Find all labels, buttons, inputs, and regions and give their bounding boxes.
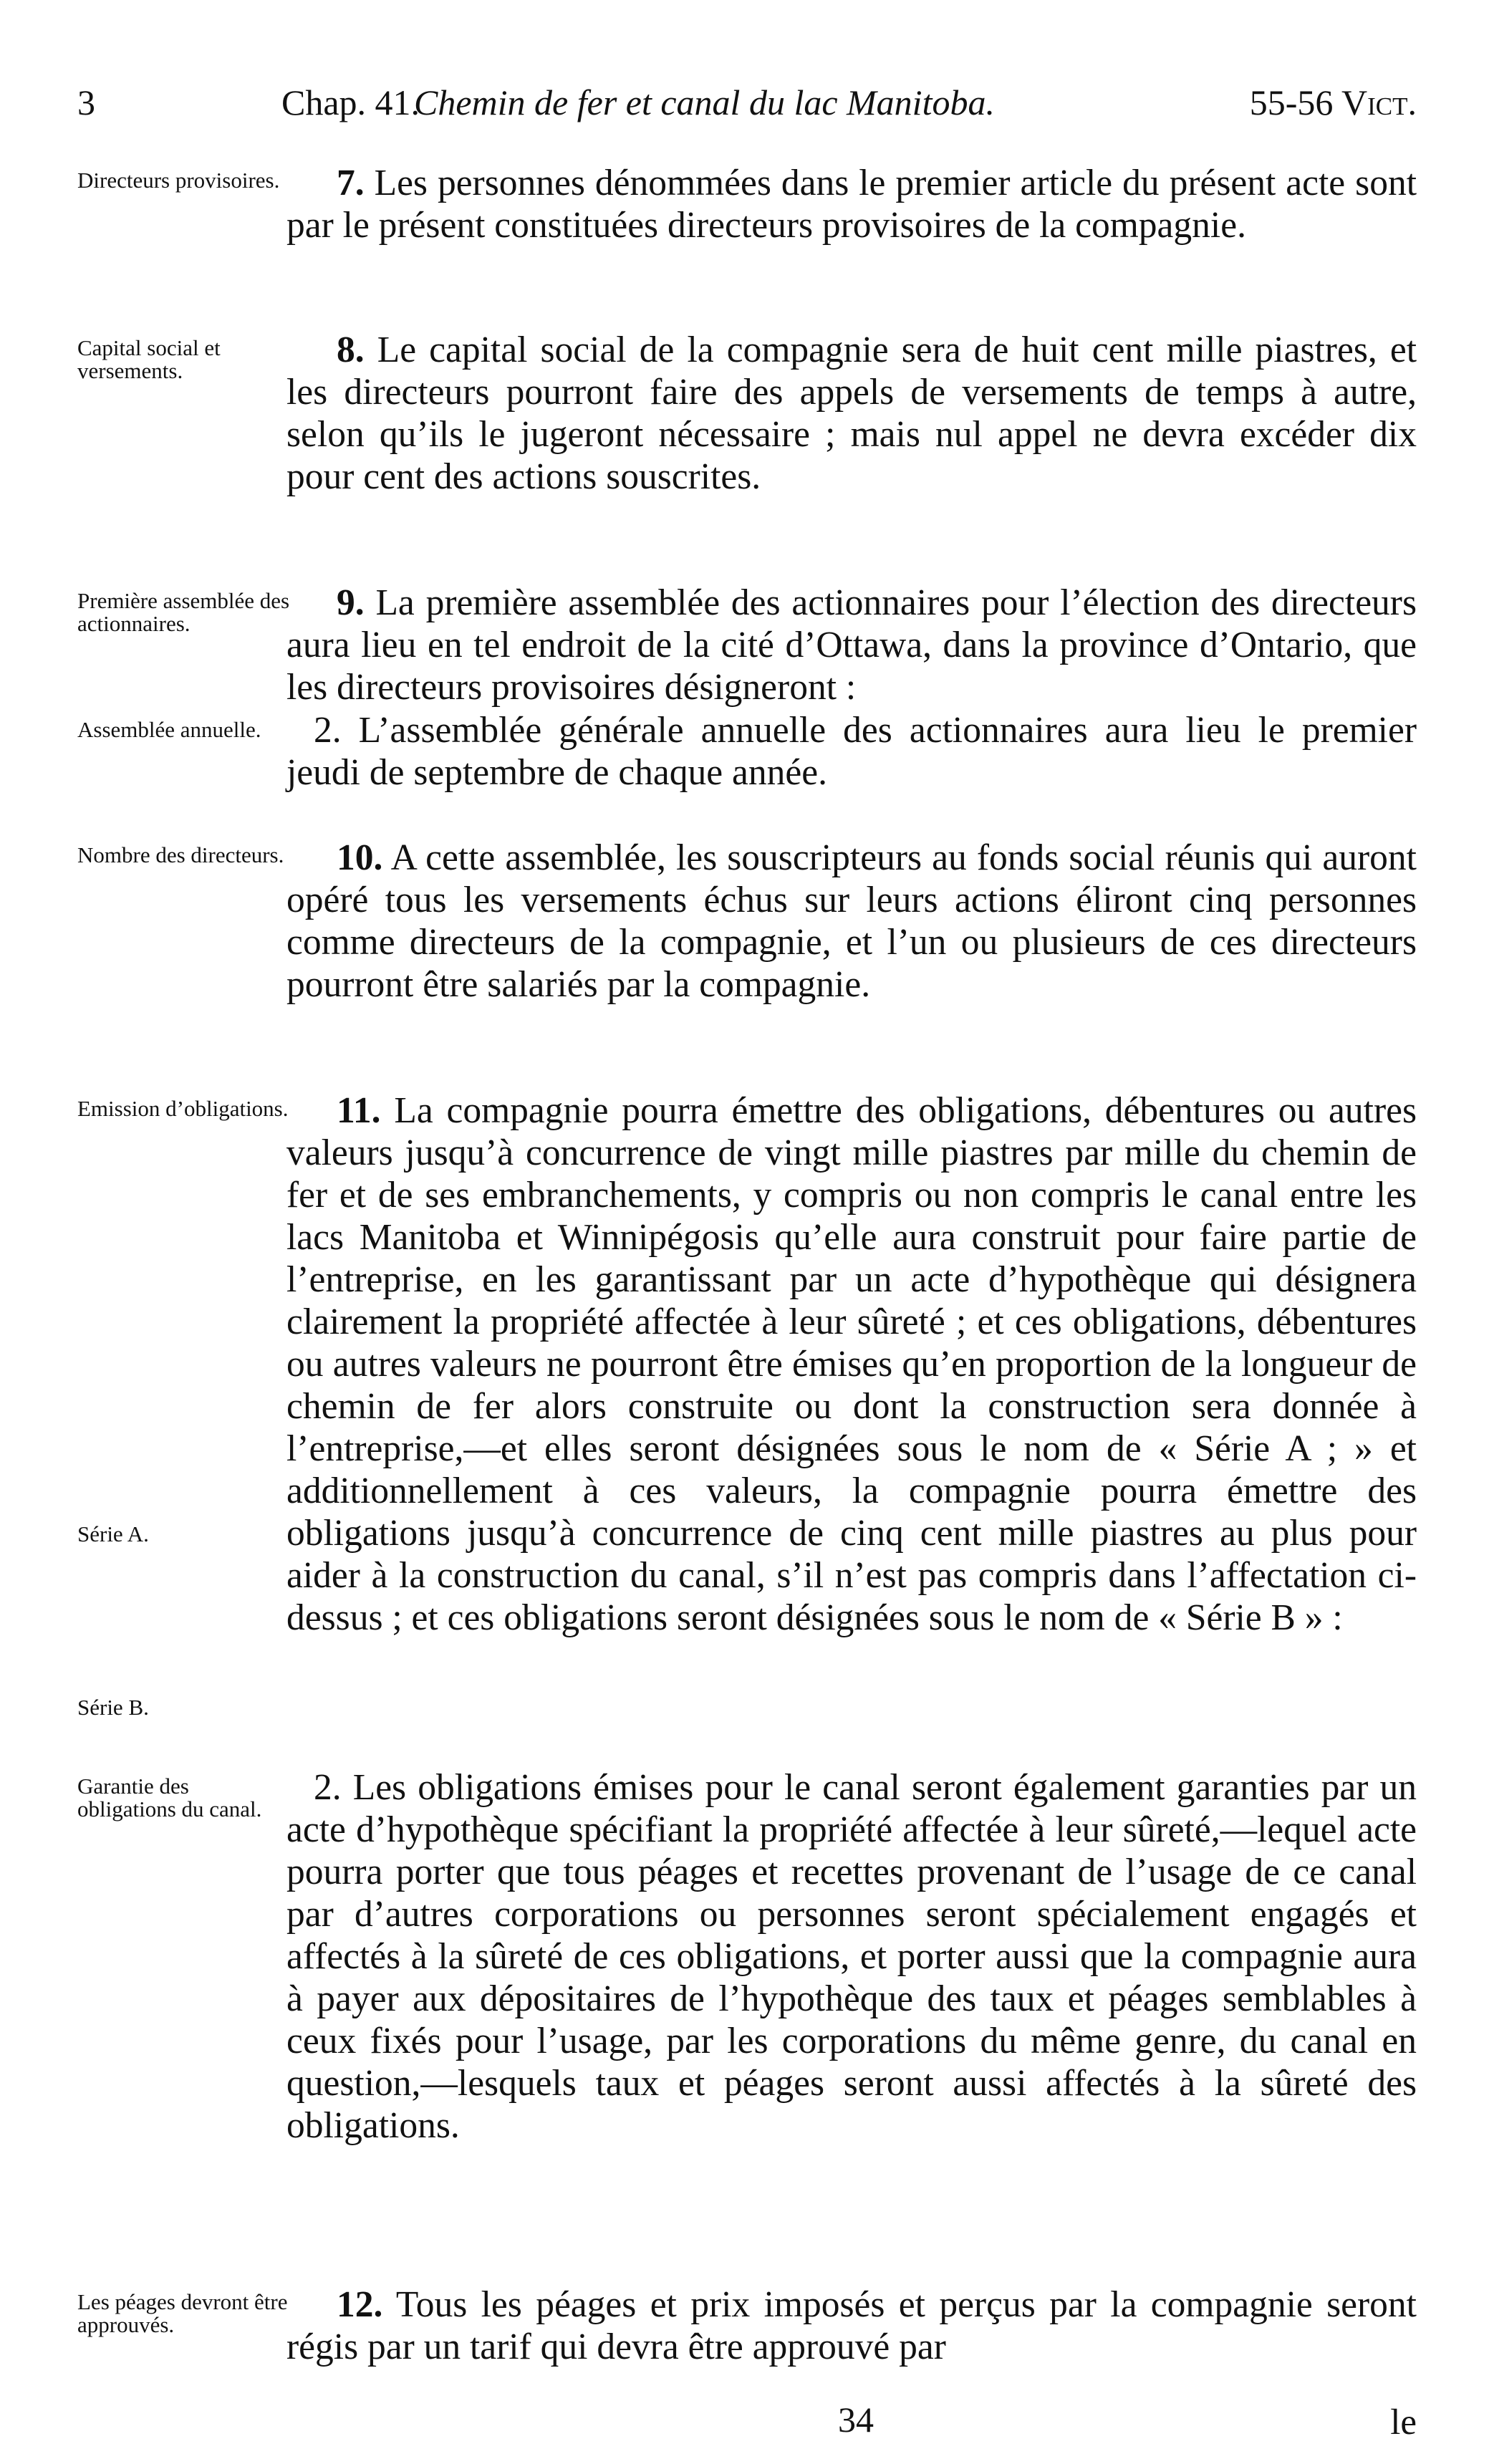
margin-note-directeurs-provisoires: Directeurs provisoires. xyxy=(77,168,280,193)
margin-note-serie-b: Série B. xyxy=(77,1695,149,1720)
section-text: La compagnie pourra émettre des obligations, débentures ou autres valeurs jusqu’à concurrence de vingt mille piastres par mille du chemin de fer et de ses embranchements, y compris ou non compris le canal entre les lacs Manitoba et Winnipégosis qu’elle aura construit pour faire partie de l’entreprise, en les garantissant par un acte d’hypothèque qui désignera clairement la propriété affectée à leur sûreté ; et ces obligations, débentures ou autres valeurs ne pourront être émises qu’en proportion de la longueur de chemin de fer alors construite ou dont la construction sera donnée à l’entreprise,—et elles seront désignées sous le nom de « Série A ; » et additionnellement à ces valeurs, la compagnie pourra émettre des obligations jusqu’à concurrence de cinq cent mille piastres au plus pour aider à la construction du canal, s’il n’est pas compris dans l’affectation ci-dessus ; et ces obligations seront désignées sous le nom de « Série B » : xyxy=(286,1090,1417,1638)
margin-note-emission-obligations: Emission d’obligations. xyxy=(77,1096,289,1121)
section-number: 12. xyxy=(337,2284,383,2325)
margin-note-premiere-assemblee: Première assemblée des actionnaires. xyxy=(77,588,290,636)
running-title: Chemin de fer et canal du lac Manitoba. xyxy=(414,82,995,122)
section-8 xyxy=(286,329,1417,498)
section-text: Les personnes dénommées dans le premier article du présent acte sont par le présent constituées directeurs provisoires de la compagnie. xyxy=(286,163,1417,246)
margin-note-peages-approuves: Les péages devront être approuvés. xyxy=(77,2289,288,2337)
section-number: 7. xyxy=(337,163,365,203)
section-12 xyxy=(286,2283,1417,2368)
signature-mark: 34 xyxy=(838,2400,874,2440)
section-text: Tous les péages et prix imposés et perçus par la compagnie seront régis par un tarif qui devra être approuvé par xyxy=(286,2284,1417,2367)
margin-note-capital-social: Capital social et versements. xyxy=(77,335,221,383)
section-11 xyxy=(286,1089,1417,1639)
section-number: 9. xyxy=(337,582,365,623)
section-7 xyxy=(286,162,1417,246)
section-number: 10. xyxy=(337,837,383,878)
margin-note-nombre-directeurs: Nombre des directeurs. xyxy=(77,842,284,867)
catchword: le xyxy=(1390,2402,1417,2443)
page-number: 3 xyxy=(77,82,95,122)
running-header xyxy=(77,77,1417,127)
regnal-year: 55-56 Vict. xyxy=(1249,82,1417,122)
margin-note-serie-a: Série A. xyxy=(77,1521,149,1546)
section-text: La première assemblée des actionnaires pour l’élection des directeurs aura lieu en tel endroit de la cité d’Ottawa, dans la province d’Ontario, que les directeurs provisoires désigneront : xyxy=(286,582,1417,708)
section-9-subsection-2: 2. L’assemblée générale annuelle des actionnaires aura lieu le premier jeudi de septembre de chaque année. xyxy=(286,710,1417,793)
margin-note-assemblee-annuelle: Assemblée annuelle. xyxy=(77,717,261,742)
chapter-label: Chap. 41. xyxy=(281,82,420,122)
section-11-subsection-2: 2. Les obligations émises pour le canal seront également garanties par un acte d’hypothèque spécifiant la propriété affectée à leur sûreté,—lequel acte pourra porter que tous péages et recettes provenant de l’usage de ce canal par d’autres corporations ou personnes seront spécialement engagés et affectés à la sûreté de ces obligations, et porter aussi que la compagnie aura à payer aux dépositaires de l’hypothèque des taux et péages semblables à ceux fixés pour l’usage, par les corporations du même genre, du canal en question,—lesquels taux et péages seront aussi affectés à la sûreté des obligations. xyxy=(286,1767,1417,2146)
section-text: A cette assemblée, les souscripteurs au fonds social réunis qui auront opéré tous les versements échus sur leurs actions éliront cinq personnes comme directeurs de la compagnie, et l’un ou plusieurs de ces directeurs pourront être salariés par la compagnie. xyxy=(286,837,1417,1005)
margin-note-garantie-canal: Garantie des obligations du canal. xyxy=(77,1774,262,1821)
section-10 xyxy=(286,837,1417,1006)
section-number: 11. xyxy=(337,1090,381,1131)
section-number: 8. xyxy=(337,329,365,370)
section-text: Le capital social de la compagnie sera de huit cent mille piastres, et les directeurs pourront faire des appels de versements de temps à autre, selon qu’ils le jugeront nécessaire ; mais nul appel ne devra excéder dix pour cent des actions souscrites. xyxy=(286,329,1417,497)
section-9 xyxy=(286,582,1417,708)
